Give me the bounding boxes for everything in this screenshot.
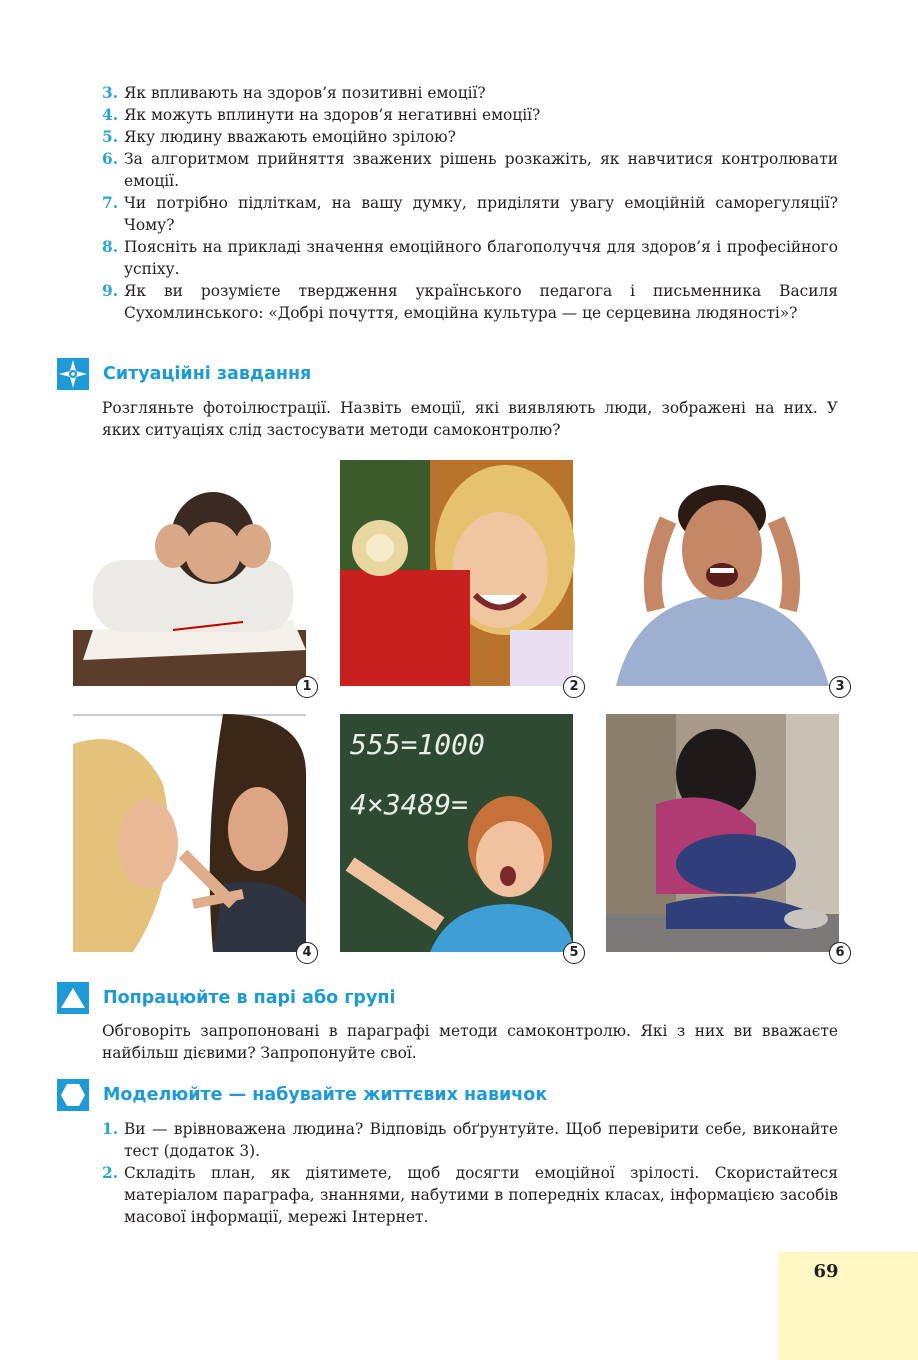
list-item — [102, 82, 838, 104]
pair-work-text: Обговоріть запропоновані в параграфі методи самоконтролю. Які з них ви вважаєте найбільш дієвими? Запропонуйте свої. — [102, 1022, 838, 1062]
list-item — [102, 104, 838, 126]
list-item — [102, 192, 838, 236]
pair-work-heading — [57, 982, 395, 1014]
list-item — [102, 236, 838, 280]
photo-number: 2 — [563, 676, 585, 698]
section-title: Попрацюйте в парі або групі — [103, 988, 396, 1008]
situational-heading — [57, 358, 311, 390]
triangle-icon — [57, 982, 89, 1014]
photo-number: 6 — [829, 942, 851, 964]
section-title: Ситуаційні завдання — [103, 364, 312, 384]
item-number: 2. — [102, 1164, 119, 1182]
list-item — [102, 126, 838, 148]
photo-5 — [340, 714, 579, 960]
item-text: Яку людину вважають емоційно зрілою? — [124, 128, 456, 146]
item-text: Як ви розумієте твердження українського педагога і письменника Василя Сухомлинського: «Добрі почуття, емоційна культура — це серцевина людяності»? — [124, 282, 838, 322]
list-item — [102, 1118, 838, 1162]
item-number: 6. — [102, 150, 119, 168]
list-item — [102, 1162, 838, 1228]
chalk-line-1: 555=1000 — [350, 728, 485, 761]
item-number: 5. — [102, 128, 119, 146]
compass-star-icon — [57, 358, 89, 390]
item-text: Як можуть вплинути на здоров’я негативні емоції? — [124, 106, 541, 124]
photo-6 — [606, 714, 845, 960]
photo-number: 5 — [563, 942, 585, 964]
question-list — [102, 82, 838, 324]
modeling-list — [102, 1118, 838, 1228]
item-number: 3. — [102, 84, 119, 102]
photo-3 — [606, 460, 845, 694]
item-text: Чи потрібно підліткам, на вашу думку, приділяти увагу емоційній саморегуляції? Чому? — [124, 194, 838, 234]
item-number: 9. — [102, 282, 119, 300]
item-text: Ви — врівноважена людина? Відповідь обґрунтуйте. Щоб перевірити себе, виконайте тест (додаток 3). — [124, 1120, 838, 1160]
list-item — [102, 280, 838, 324]
photo-4 — [73, 714, 312, 960]
chalk-line-2: 4×3489= — [350, 788, 469, 821]
situational-text: Розгляньте фотоілюстрації. Назвіть емоції, які виявляють люди, зображені на них. У яких ситуаціях слід застосувати методи самоконтролю? — [102, 399, 838, 439]
photo-2 — [340, 460, 579, 694]
item-text: За алгоритмом прийняття зважених рішень розкажіть, як навчитися контролювати емоції. — [124, 150, 838, 190]
page-corner — [778, 1252, 918, 1360]
list-item — [102, 148, 838, 192]
page-number: 69 — [813, 1261, 839, 1282]
modeling-heading — [57, 1079, 547, 1111]
hexagon-icon — [57, 1079, 89, 1111]
photo-number: 3 — [829, 676, 851, 698]
photo-number: 1 — [296, 676, 318, 698]
photo-1 — [73, 460, 312, 694]
item-number: 8. — [102, 238, 119, 256]
item-number: 7. — [102, 194, 119, 212]
photo-number: 4 — [296, 942, 318, 964]
item-text: Складіть план, як діятимете, щоб досягти емоційної зрілості. Скористайтеся матеріалом параграфа, знаннями, набутими в попередніх класах, інформацією засобів масової інформації, мережі Інтернет. — [124, 1164, 838, 1226]
item-number: 1. — [102, 1120, 119, 1138]
item-text: Поясніть на прикладі значення емоційного благополуччя для здоров’я і професійного успіху. — [124, 238, 838, 278]
item-number: 4. — [102, 106, 119, 124]
section-title: Моделюйте — набувайте життєвих навичок — [103, 1085, 548, 1105]
item-text: Як впливають на здоров’я позитивні емоції? — [124, 84, 486, 102]
